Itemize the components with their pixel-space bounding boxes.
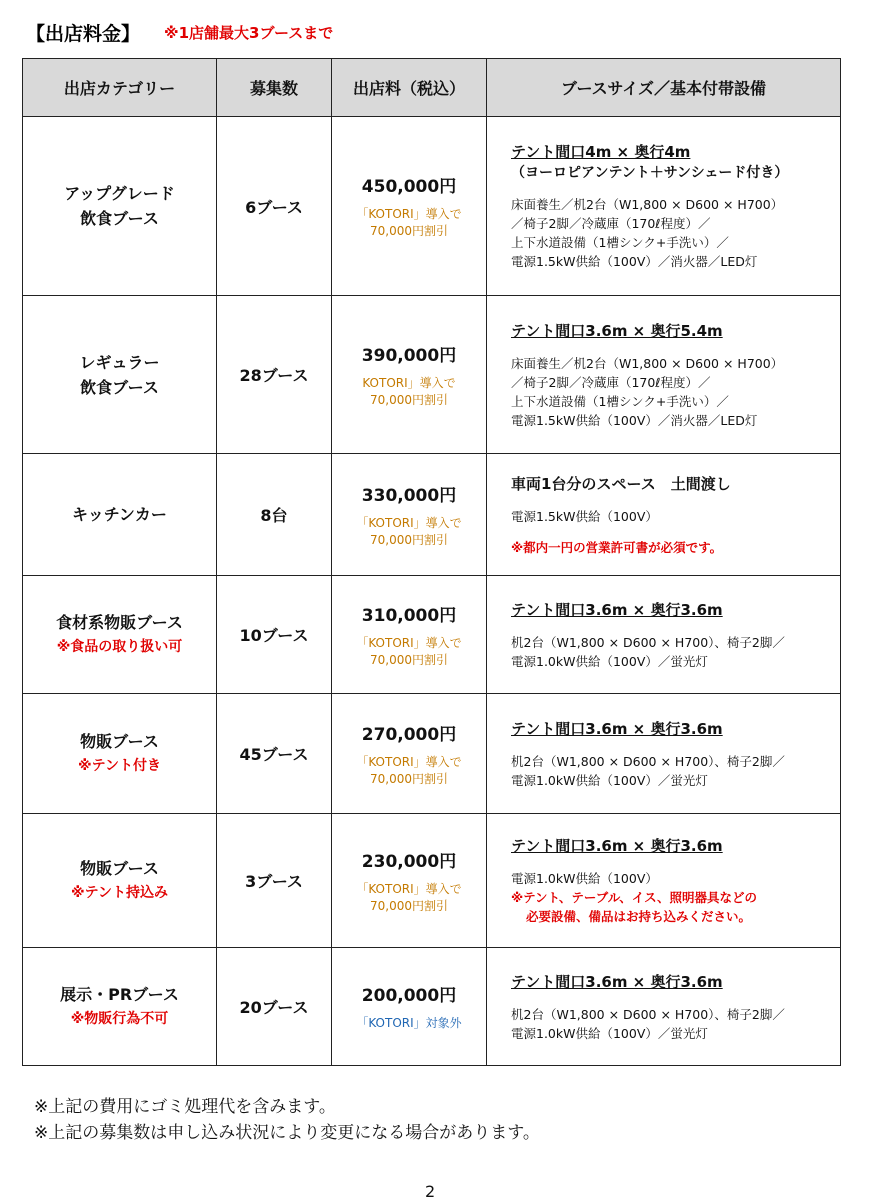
equipment-line: 床面養生／机2台（W1,800 × D600 × H700） <box>511 197 784 212</box>
count-cell: 28ブース <box>217 296 332 454</box>
count-cell: 3ブース <box>217 814 332 948</box>
price-value: 450,000円 <box>361 177 457 197</box>
fee-cell <box>332 117 487 296</box>
booth-size-cell <box>487 296 841 454</box>
fee-cell <box>332 454 487 576</box>
booth-size-heading: テント間口3.6m × 奥行3.6m <box>511 837 723 855</box>
footnote: ※上記の費用にゴミ処理代を含みます。 <box>34 1097 336 1117</box>
category-cell <box>23 814 217 948</box>
fee-cell <box>332 296 487 454</box>
equipment-line: 電源1.5kW供給（100V）／消火器／LED灯 <box>511 412 758 428</box>
category-note: ※テント持込み <box>71 884 168 901</box>
category-label: 物販ブース <box>80 858 159 878</box>
booth-size-cell <box>487 948 841 1066</box>
table-row <box>23 296 841 454</box>
section-heading <box>26 18 333 46</box>
table-row <box>23 694 841 814</box>
count-cell: 6ブース <box>217 117 332 296</box>
footnotes <box>34 1094 540 1146</box>
booth-size-heading: 車両1台分のスペース 土間渡し <box>511 474 731 493</box>
equipment-line: 机2台（W1,800 × D600 × H700）、椅子2脚／ <box>511 634 785 650</box>
category-cell <box>23 948 217 1066</box>
equipment-line: 電源1.0kW供給（100V） <box>511 871 658 886</box>
category-label: 飲食ブース <box>80 377 159 397</box>
category-cell <box>23 296 217 454</box>
column-header-category: 出店カテゴリー <box>23 59 217 117</box>
category-label: キッチンカー <box>72 505 167 524</box>
table-row <box>23 948 841 1066</box>
column-header-count: 募集数 <box>217 59 332 117</box>
warning-line: ※テント、テーブル、イス、照明器具などの <box>511 890 758 905</box>
spacer <box>511 495 840 507</box>
category-cell <box>23 576 217 694</box>
table-row <box>23 576 841 694</box>
equipment-line: 上下水道設備（1槽シンク+手洗い）／ <box>511 393 729 409</box>
booth-size-cell <box>487 117 841 296</box>
table-header-row <box>23 59 841 117</box>
discount-note: 70,000円割引 <box>370 898 448 913</box>
discount-note: 70,000円割引 <box>370 392 448 407</box>
equipment-line: 机2台（W1,800 × D600 × H700）、椅子2脚／ <box>511 1006 785 1022</box>
equipment-line: 上下水道設備（1槽シンク+手洗い）／ <box>511 235 729 250</box>
discount-note: 「KOTORI」対象外 <box>356 1016 462 1030</box>
spacer <box>511 993 840 1005</box>
equipment-line: ／椅子2脚／冷蔵庫（170ℓ程度）／ <box>511 216 711 231</box>
discount-note: 70,000円割引 <box>370 224 448 238</box>
category-note: ※テント付き <box>78 757 161 774</box>
discount-note: 「KOTORI」導入で <box>356 754 462 769</box>
booth-size-subheading: （ヨーロピアンテント＋サンシェード付き） <box>511 165 789 181</box>
warning-line: ※都内一円の営業許可書が必須です。 <box>511 539 723 555</box>
count-cell: 10ブース <box>217 576 332 694</box>
price-value: 270,000円 <box>361 724 457 745</box>
booth-size-heading: テント間口3.6m × 奥行3.6m <box>511 972 723 991</box>
category-label: 物販ブース <box>80 731 159 751</box>
spacer <box>511 526 840 538</box>
table-row <box>23 814 841 948</box>
spacer <box>511 621 840 633</box>
discount-note: 「KOTORI」導入で <box>356 635 462 650</box>
table-row <box>23 454 841 576</box>
category-cell <box>23 454 217 576</box>
table-row <box>23 117 841 296</box>
category-note: ※食品の取り扱い可 <box>56 638 183 655</box>
booth-size-cell <box>487 814 841 948</box>
equipment-line: ／椅子2脚／冷蔵庫（170ℓ程度）／ <box>511 374 711 390</box>
count-cell: 20ブース <box>217 948 332 1066</box>
price-value: 200,000円 <box>361 986 457 1006</box>
booth-size-heading: テント間口4m × 奥行4m <box>511 143 691 161</box>
discount-note: 70,000円割引 <box>370 532 448 547</box>
column-header-booth-size: ブースサイズ／基本付帯設備 <box>487 59 841 117</box>
booth-size-cell <box>487 576 841 694</box>
equipment-line: 電源1.5kW供給（100V）／消火器／LED灯 <box>511 254 758 269</box>
section-title: 【出店料金】 <box>26 22 141 45</box>
page-number: 2 <box>425 1182 436 1201</box>
spacer <box>511 342 840 354</box>
spacer <box>511 857 840 869</box>
fee-table <box>22 58 841 1066</box>
category-cell <box>23 117 217 296</box>
column-header-fee: 出店料（税込） <box>332 59 487 117</box>
price-value: 390,000円 <box>361 345 457 366</box>
equipment-line: 電源1.0kW供給（100V）／蛍光灯 <box>511 1025 708 1041</box>
spacer <box>511 183 840 195</box>
warning-line: 必要設備、備品はお持ち込みください。 <box>526 909 752 924</box>
category-label: アップグレード <box>64 184 175 203</box>
fee-cell <box>332 948 487 1066</box>
fee-cell <box>332 576 487 694</box>
booth-size-cell <box>487 454 841 576</box>
count-cell: 45ブース <box>217 694 332 814</box>
booth-size-heading: テント間口3.6m × 奥行3.6m <box>511 600 723 619</box>
fee-cell <box>332 694 487 814</box>
discount-note: 70,000円割引 <box>370 652 448 667</box>
equipment-line: 机2台（W1,800 × D600 × H700）、椅子2脚／ <box>511 753 785 769</box>
discount-note: 「KOTORI」導入で <box>356 207 462 221</box>
booth-size-cell <box>487 694 841 814</box>
discount-note: 70,000円割引 <box>370 771 448 786</box>
discount-note: KOTORI」導入で <box>362 375 456 390</box>
equipment-line: 電源1.0kW供給（100V）／蛍光灯 <box>511 653 708 669</box>
price-value: 330,000円 <box>361 485 457 506</box>
category-label: レギュラー <box>79 352 160 372</box>
price-value: 230,000円 <box>361 851 457 872</box>
category-label: 展示・PRブース <box>60 984 179 1004</box>
count-cell: 8台 <box>217 454 332 576</box>
spacer <box>511 740 840 752</box>
category-cell <box>23 694 217 814</box>
discount-note: 「KOTORI」導入で <box>356 515 462 530</box>
equipment-line: 床面養生／机2台（W1,800 × D600 × H700） <box>511 355 784 371</box>
equipment-line: 電源1.5kW供給（100V） <box>511 508 658 524</box>
fee-cell <box>332 814 487 948</box>
discount-note: 「KOTORI」導入で <box>356 881 462 896</box>
equipment-line: 電源1.0kW供給（100V）／蛍光灯 <box>511 772 708 788</box>
category-note: ※物販行為不可 <box>70 1010 169 1027</box>
section-limit-note: ※1店舗最大3ブースまで <box>164 23 334 42</box>
booth-size-heading: テント間口3.6m × 奥行5.4m <box>511 321 723 340</box>
category-label: 食材系物販ブース <box>56 612 183 632</box>
footnote: ※上記の募集数は申し込み状況により変更になる場合があります。 <box>34 1123 540 1143</box>
booth-size-heading: テント間口3.6m × 奥行3.6m <box>511 719 723 738</box>
price-value: 310,000円 <box>361 605 457 626</box>
category-label: 飲食ブース <box>80 209 159 228</box>
